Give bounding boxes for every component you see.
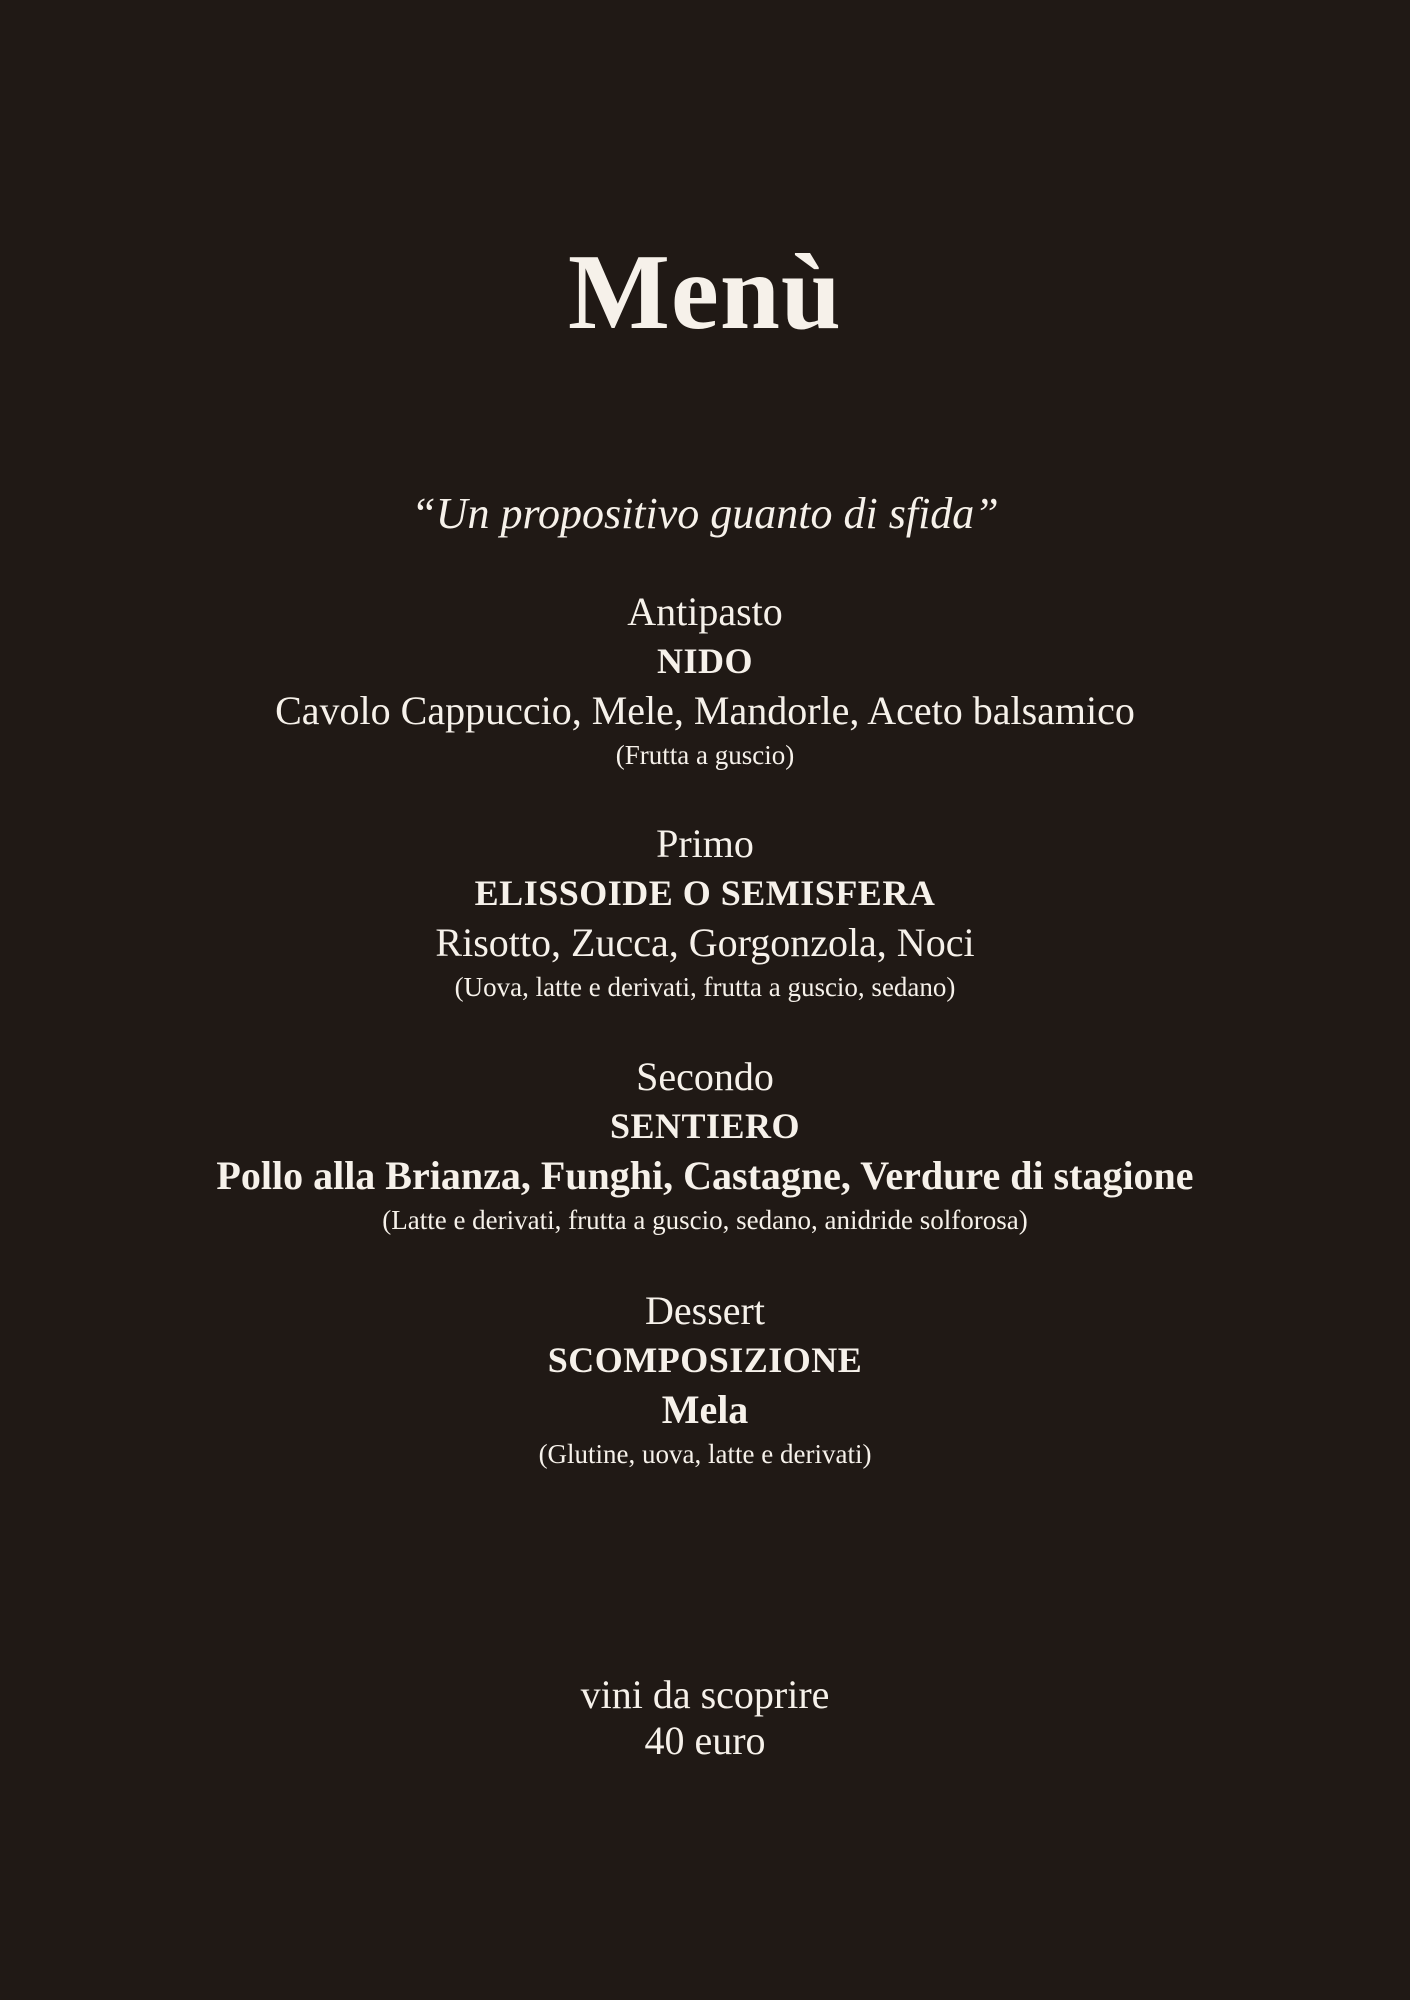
dish-ingredients: Cavolo Cappuccio, Mele, Mandorle, Aceto balsamico: [275, 688, 1135, 733]
dish-allergens: (Glutine, uova, latte e derivati): [538, 1439, 872, 1469]
dish-ingredients: Risotto, Zucca, Gorgonzola, Noci: [435, 920, 975, 965]
course-antipasto: [0, 587, 1410, 773]
dish-ingredients: Mela: [661, 1387, 749, 1432]
dish-allergens: (Frutta a guscio): [615, 740, 795, 770]
course-primo: [0, 819, 1410, 1005]
menu-price: 40 euro: [644, 1718, 766, 1763]
dish-name: NIDO: [656, 641, 753, 681]
wine-note: vini da scoprire: [580, 1672, 830, 1717]
course-label: Antipasto: [627, 589, 783, 634]
menu-footer: [0, 1672, 1410, 1764]
menu-tagline: “Un propositivo guanto di sfida”: [411, 489, 999, 538]
dish-name: ELISSOIDE O SEMISFERA: [474, 873, 936, 913]
dish-name: SENTIERO: [609, 1106, 801, 1146]
dish-ingredients: Pollo alla Brianza, Funghi, Castagne, Verdure di stagione: [216, 1153, 1194, 1198]
course-dessert: [0, 1286, 1410, 1472]
dish-allergens: (Latte e derivati, frutta a guscio, sedano, anidride solforosa): [382, 1205, 1028, 1235]
course-secondo: [0, 1052, 1410, 1238]
menu-title: Menù: [568, 233, 842, 352]
course-label: Primo: [656, 821, 754, 866]
dish-allergens: (Uova, latte e derivati, frutta a guscio, sedano): [454, 972, 956, 1002]
course-label: Dessert: [645, 1288, 765, 1333]
dish-name: SCOMPOSIZIONE: [547, 1340, 863, 1380]
course-label: Secondo: [636, 1054, 774, 1099]
